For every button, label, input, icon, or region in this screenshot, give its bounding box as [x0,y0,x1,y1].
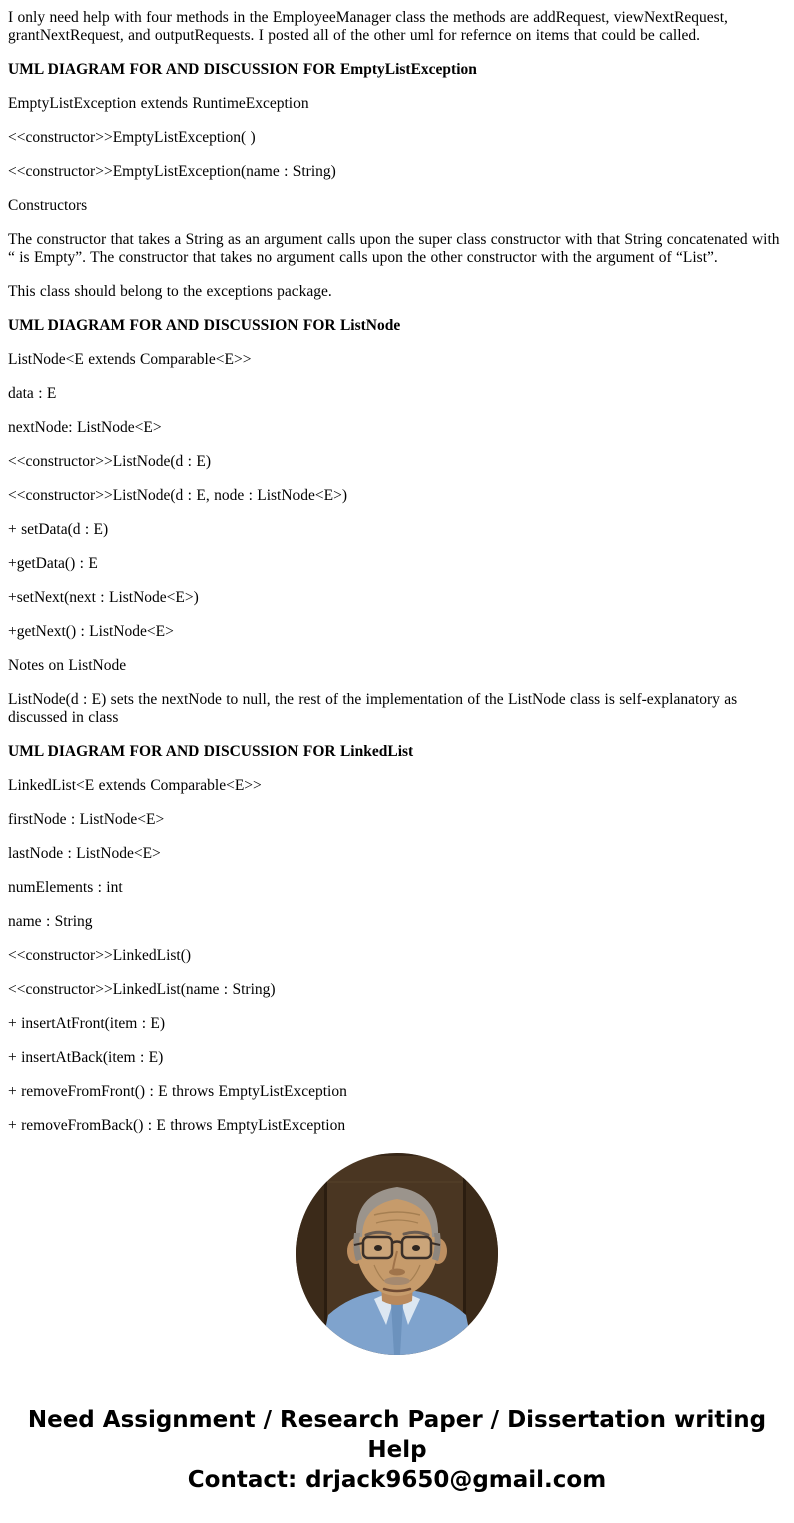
document-paragraph: <<constructor>>ListNode(d : E) [8,453,211,470]
document-paragraph: + removeFromFront() : E throws EmptyListException [8,1083,347,1100]
document-paragraph: I only need help with four methods in the EmployeeManager class the methods are addRequest, viewNextRequest, grantNextRequest, and outputRequests. I posted all of the other uml for refernce on items that could be called. [8,9,728,44]
document-paragraph: EmptyListException extends RuntimeException [8,95,309,112]
document-paragraph: +setNext(next : ListNode<E>) [8,589,199,606]
document-paragraph: firstNode : ListNode<E> [8,811,165,828]
document-paragraph: +getData() : E [8,555,98,572]
portrait-illustration [296,1153,498,1355]
document-paragraph: <<constructor>>LinkedList(name : String) [8,981,276,998]
section-heading: UML DIAGRAM FOR AND DISCUSSION FOR ListNode [8,317,401,334]
document-paragraph: Notes on ListNode [8,657,127,674]
document-paragraph: <<constructor>>EmptyListException(name : String) [8,163,336,180]
section-heading: UML DIAGRAM FOR AND DISCUSSION FOR LinkedList [8,743,414,760]
footer-contact-email: Contact: drjack9650@gmail.com [187,1467,607,1493]
document-paragraph: <<constructor>>LinkedList() [8,947,192,964]
avatar-section [0,1153,794,1355]
document-paragraph: ListNode(d : E) sets the nextNode to null, the rest of the implementation of the ListNode class is self-explanatory as discussed in class [8,691,738,726]
document-paragraph: data : E [8,385,57,402]
document-paragraph: + insertAtFront(item : E) [8,1015,166,1032]
document-paragraph: numElements : int [8,879,123,896]
document-paragraph: The constructor that takes a String as an argument calls upon the super class constructor with that String concatenated with “ is Empty”. The constructor that takes no argument calls upon the other constructor with the argument of “List”. [8,231,780,266]
document-paragraph: +getNext() : ListNode<E> [8,623,174,640]
document-paragraph: <<constructor>>ListNode(d : E, node : ListNode<E>) [8,487,348,504]
document-paragraph: This class should belong to the exceptions package. [8,283,332,300]
document-paragraph: nextNode: ListNode<E> [8,419,162,436]
document-paragraph: + setData(d : E) [8,521,109,538]
profile-photo [296,1153,498,1355]
document-paragraph: LinkedList<E extends Comparable<E>> [8,777,262,794]
footer-help-text: Need Assignment / Research Paper / Dissertation writing Help [27,1407,767,1463]
document-paragraph: lastNode : ListNode<E> [8,845,161,862]
section-heading: UML DIAGRAM FOR AND DISCUSSION FOR EmptyListException [8,61,477,78]
document-paragraph: + removeFromBack() : E throws EmptyListException [8,1117,346,1134]
document-paragraph: + insertAtBack(item : E) [8,1049,164,1066]
document-paragraph: <<constructor>>EmptyListException( ) [8,129,256,146]
document-paragraph: Constructors [8,197,88,214]
document-paragraph: name : String [8,913,93,930]
footer-banner [0,1405,794,1495]
document-paragraph: ListNode<E extends Comparable<E>> [8,351,252,368]
